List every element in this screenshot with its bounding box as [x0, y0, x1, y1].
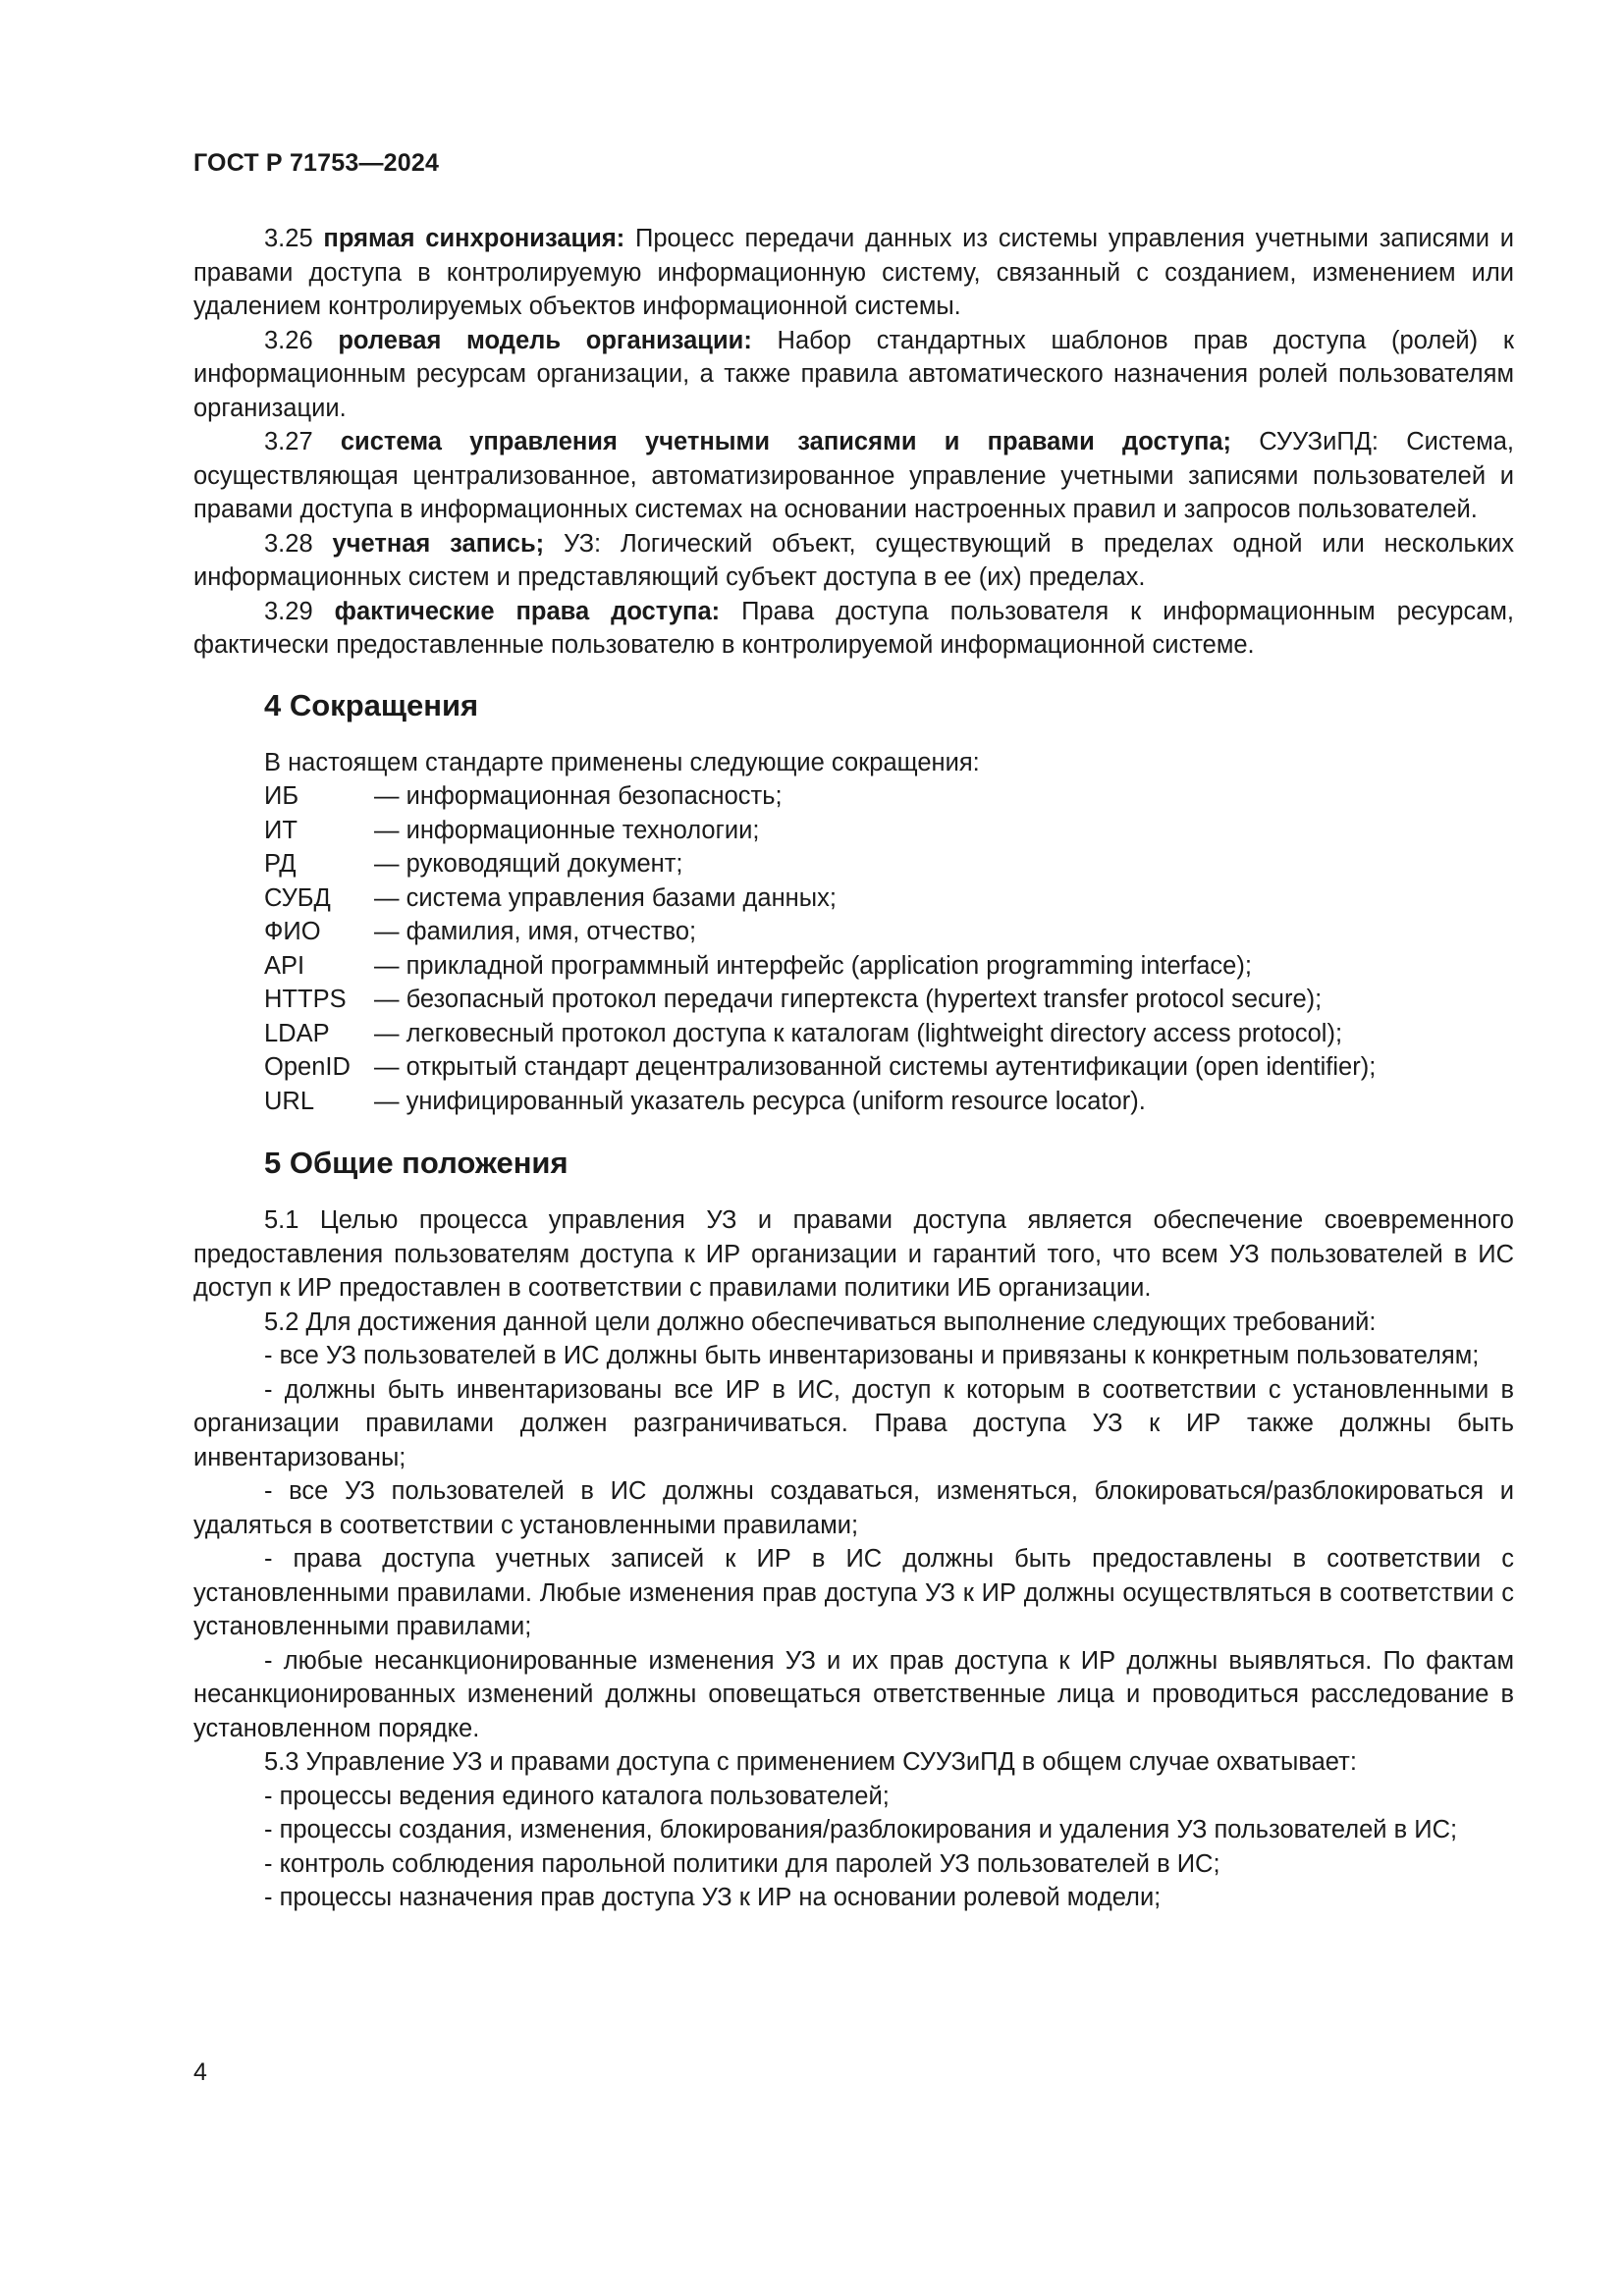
section-5-heading: 5 Общие положения — [264, 1146, 568, 1180]
body-paragraph: 5.2 Для достижения данной цели должно обеспечиваться выполнение следующих требований: — [264, 1308, 1377, 1336]
body-paragraph: 5.3 Управление УЗ и правами доступа с применением СУУЗиПД в общем случае охватывает: — [264, 1748, 1357, 1776]
defined-term: фактические права доступа: — [334, 597, 721, 625]
document-code-header: ГОСТ Р 71753—2024 — [193, 149, 440, 177]
clause-number: 3.27 — [264, 428, 313, 455]
definition-text: Процесс передачи данных из системы управления учетными записями и правами доступа в контролируемую информационную систему, связанный с созданием, изменением или удалением контролируемых объектов информационной системы. — [193, 225, 1514, 320]
defined-term: учетная запись; — [332, 529, 545, 558]
abbreviation-definition: — легковесный протокол доступа к каталогам (lightweight directory access protocol); — [374, 1019, 1343, 1047]
abbreviations-list — [193, 779, 1514, 1118]
abbreviation-item — [264, 1017, 1514, 1051]
definition-paragraph — [193, 324, 1514, 426]
abbreviation-code: OpenID — [264, 1053, 351, 1081]
abbreviation-code: СУБД — [264, 883, 331, 912]
definition-text: Права доступа пользователя к информационным ресурсам, фактически предоставленные пользователю в контролируемой информационной системе. — [193, 597, 1514, 659]
abbreviation-item — [264, 779, 1514, 814]
abbreviations-intro: В настоящем стандарте применены следующие сокращения: — [264, 748, 980, 776]
definition-text: Набор стандартных шаблонов прав доступа (ролей) к информационным ресурсам организации, а также правила автоматического назначения ролей пользователям организации. — [193, 326, 1515, 422]
abbreviation-definition: — руководящий документ; — [374, 850, 683, 878]
abbreviation-code: LDAP — [264, 1019, 330, 1047]
definition-paragraph — [193, 222, 1514, 324]
definition-paragraph — [193, 527, 1514, 595]
abbreviation-definition: — система управления базами данных; — [374, 883, 837, 912]
abbreviation-code: HTTPS — [264, 986, 347, 1013]
abbreviation-item — [264, 983, 1514, 1017]
abbreviation-code: РД — [264, 850, 297, 878]
abbreviation-definition: — информационные технологии; — [374, 816, 760, 844]
requirement-item: - все УЗ пользователей в ИС должны создаваться, изменяться, блокироваться/разблокироваться и удаляться в соответствии с установленными правилами; — [193, 1477, 1514, 1539]
clause-number: 3.29 — [264, 597, 313, 625]
page-number: 4 — [193, 2058, 207, 2086]
section-4-heading: 4 Сокращения — [264, 687, 479, 722]
abbreviation-definition: — открытый стандарт децентрализованной системы аутентификации (open identifier); — [374, 1053, 1377, 1081]
abbreviation-code: ИТ — [264, 816, 298, 844]
requirement-item: - любые несанкционированные изменения УЗ и их прав доступа к ИР должны выявляться. По фактам несанкционированных изменений должны оповещаться ответственные лица и проводиться расследование в установленном порядке. — [193, 1646, 1514, 1742]
abbreviation-definition: — безопасный протокол передачи гипертекста (hypertext transfer protocol secure); — [374, 986, 1323, 1013]
clause-number: 3.25 — [264, 225, 313, 252]
clause-number: 3.28 — [264, 529, 313, 558]
abbreviation-code: API — [264, 951, 305, 980]
definition-paragraph — [193, 425, 1514, 527]
scope-item: - процессы создания, изменения, блокирования/разблокирования и удаления УЗ пользователей в ИС; — [264, 1816, 1458, 1843]
abbreviation-item — [264, 1085, 1514, 1119]
abbreviation-item — [264, 915, 1514, 949]
body-paragraph: 5.1 Целью процесса управления УЗ и правами доступа является обеспечение своевременного предоставления пользователям доступа к ИР организации и гарантий того, что всем УЗ пользователей в ИС доступ к ИР предоставлен в соответствии с правилами политики ИБ организации. — [193, 1206, 1514, 1302]
abbreviation-definition: — прикладной программный интерфейс (application programming interface); — [374, 951, 1252, 980]
abbreviation-item — [264, 1050, 1514, 1085]
abbreviation-definition: — унифицированный указатель ресурса (uniform resource locator). — [374, 1087, 1146, 1115]
definitions-block — [193, 222, 1514, 663]
definition-paragraph — [193, 595, 1514, 663]
scope-item: - контроль соблюдения парольной политики для паролей УЗ пользователей в ИС; — [264, 1849, 1220, 1878]
requirement-item: - все УЗ пользователей в ИС должны быть инвентаризованы и привязаны к конкретным пользователям; — [264, 1342, 1480, 1369]
abbreviation-item — [264, 814, 1514, 848]
clause-number: 3.26 — [264, 326, 313, 354]
abbreviation-definition: — информационная безопасность; — [374, 782, 783, 810]
definition-text: СУУЗиПД: Система, осуществляющая централизованное, автоматизированное управление учетными записями пользователей и правами доступа в информационных системах на основании настроенных правил и запросов пользователей. — [193, 428, 1514, 523]
requirement-item: - должны быть инвентаризованы все ИР в ИС, доступ к которым в соответствии с установленными в организации правилами должен разграничиваться. Права доступа УЗ к ИР также должны быть инвентаризованы; — [193, 1375, 1514, 1471]
abbreviation-item — [264, 881, 1514, 916]
abbreviation-code: ИБ — [264, 782, 299, 810]
page-content — [193, 222, 1514, 1915]
abbreviation-definition: — фамилия, имя, отчество; — [374, 918, 697, 945]
section-5-body — [193, 1203, 1514, 1915]
definition-text: УЗ: Логический объект, существующий в пределах одной или нескольких информационных систем и представляющий субъект доступа в ее (их) пределах. — [193, 529, 1514, 591]
defined-term: прямая синхронизация: — [323, 225, 625, 252]
abbreviation-item — [264, 949, 1514, 984]
defined-term: система управления учетными записями и правами доступа; — [340, 428, 1232, 455]
abbreviation-code: ФИО — [264, 918, 321, 945]
requirement-item: - права доступа учетных записей к ИР в ИС должны быть предоставлены в соответствии с установленными правилами. Любые изменения прав доступа УЗ к ИР должны осуществляться в соответствии с установленными правилами; — [193, 1545, 1514, 1640]
abbreviation-item — [264, 847, 1514, 881]
scope-item: - процессы назначения прав доступа УЗ к ИР на основании ролевой модели; — [264, 1884, 1162, 1911]
defined-term: ролевая модель организации: — [338, 326, 752, 354]
scope-item: - процессы ведения единого каталога пользователей; — [264, 1782, 890, 1810]
abbreviation-code: URL — [264, 1087, 315, 1115]
